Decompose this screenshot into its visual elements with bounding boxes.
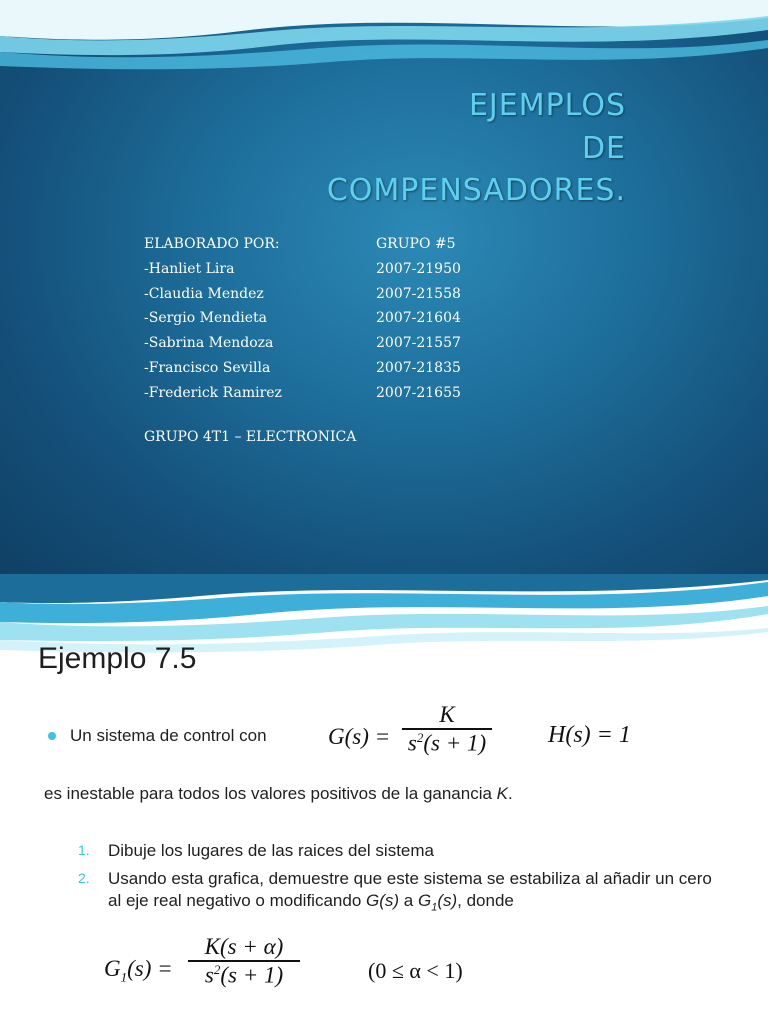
list-text-part: Usando esta grafica, demuestre que este sistema se estabiliza al añadir un cero al eje real negativo o modificando — [108, 869, 712, 910]
credit-value: 2007-21655 — [376, 384, 461, 401]
credits-row — [144, 282, 516, 307]
den-base: s — [407, 730, 417, 756]
g1-lhs-subscript: 1 — [120, 969, 128, 985]
credits-row — [144, 306, 516, 331]
equation-G-fraction — [402, 702, 492, 756]
bullet-icon — [48, 732, 56, 740]
list-math-G: G(s) — [366, 891, 400, 910]
credit-name: -Hanliet Lira — [144, 260, 235, 277]
credits-row — [144, 356, 516, 381]
g1-lhs-rest: (s) = — [127, 956, 173, 981]
credit-value: 2007-21950 — [376, 260, 461, 277]
credit-value: 2007-21557 — [376, 335, 461, 352]
group-line: GRUPO 4T1 – ELECTRONICA — [144, 429, 357, 445]
den-base: s — [204, 962, 214, 988]
list-text: Dibuje los lugares de las raices del sistema — [108, 841, 434, 860]
equation-G1-lhs — [104, 956, 173, 986]
credit-value: GRUPO #5 — [376, 236, 456, 252]
slide-title-line-2: DE — [581, 131, 626, 166]
g1-arg: (s) — [437, 891, 458, 910]
equation-G — [328, 702, 498, 774]
list-item — [78, 840, 728, 862]
den-factor: (s + 1) — [220, 962, 284, 988]
slide-title-line-1: EJEMPLOS — [468, 88, 626, 123]
list-number: 2. — [78, 870, 90, 886]
credits-row — [144, 257, 516, 282]
content-slide — [0, 574, 768, 1024]
equation-G-denominator — [402, 730, 492, 757]
equation-G1 — [104, 934, 304, 1006]
credit-value: 2007-21558 — [376, 285, 461, 302]
list-math-G1 — [417, 891, 458, 914]
den-exponent: 2 — [213, 961, 221, 977]
den-factor: (s + 1) — [423, 730, 487, 756]
bullet-item — [48, 726, 267, 746]
credit-name: -Claudia Mendez — [144, 285, 264, 302]
credits-list — [144, 232, 516, 406]
credit-name: -Sabrina Mendoza — [144, 335, 274, 352]
credits-row — [144, 232, 516, 257]
credit-value: 2007-21835 — [376, 359, 461, 376]
equation-H: H(s) = 1 — [548, 722, 631, 748]
credit-name: -Frederick Ramirez — [144, 384, 282, 401]
equation-G1-numerator: K(s + α) — [204, 934, 284, 959]
credit-name: -Sergio Mendieta — [144, 310, 267, 327]
equation-G1-denominator — [188, 962, 300, 989]
equation-G1-fraction — [188, 934, 300, 988]
credit-name: -Francisco Sevilla — [144, 359, 271, 376]
slide-title-line-3: COMPENSADORES. — [326, 173, 626, 208]
slide-title: Ejemplo 7.5 — [38, 642, 197, 675]
equation-condition: (0 ≤ α < 1) — [368, 958, 463, 983]
paragraph-end: . — [508, 784, 513, 803]
list-number: 1. — [78, 842, 90, 858]
credits-row — [144, 381, 516, 406]
paragraph-text: es inestable para todos los valores positivos de la ganancia — [44, 784, 497, 803]
wave-decoration-top — [0, 0, 768, 100]
g1-subscript: 1 — [431, 901, 438, 914]
g1-lhs-base: G — [104, 956, 121, 981]
paragraph-variable: K — [496, 784, 509, 803]
numbered-list — [78, 840, 728, 924]
list-text-part: , donde — [457, 891, 514, 910]
den-exponent: 2 — [416, 729, 424, 745]
paragraph — [44, 784, 513, 804]
list-text-part: a — [399, 891, 418, 910]
credit-name: ELABORADO POR: — [144, 236, 280, 252]
credit-value: 2007-21604 — [376, 310, 461, 327]
list-item — [78, 868, 728, 918]
equation-G-numerator: K — [439, 702, 455, 727]
bullet-text: Un sistema de control con — [70, 726, 267, 745]
credits-row — [144, 331, 516, 356]
list-text — [108, 868, 728, 918]
equation-G-lhs: G(s) = — [328, 724, 391, 749]
g1-base: G — [417, 891, 432, 910]
